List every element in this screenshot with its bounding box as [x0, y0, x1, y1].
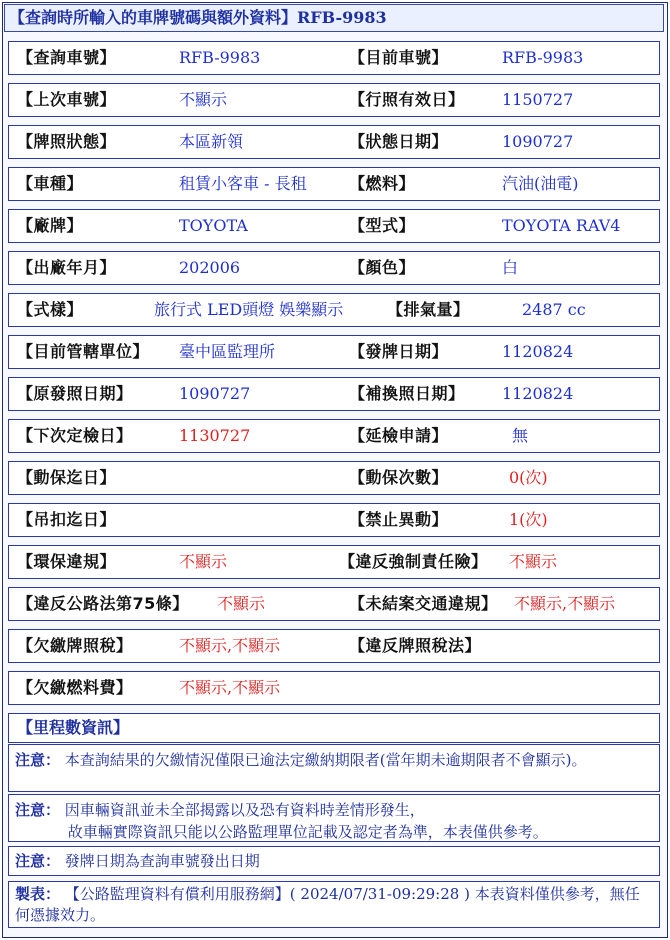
label-model: 【型式】 — [349, 216, 416, 235]
info-row — [8, 251, 660, 285]
value-unpaid-fuel-fee: 不顯示,不顯示 — [179, 678, 281, 697]
info-row — [8, 503, 660, 537]
label-reissue-date: 【補換照日期】 — [349, 384, 465, 403]
label-change-prohibited: 【禁止異動】 — [349, 510, 449, 529]
value-brand: TOYOTA — [179, 216, 248, 235]
value-lien-count: 0(次) — [509, 468, 548, 487]
footer — [8, 881, 660, 928]
info-row — [8, 419, 660, 453]
info-row — [8, 83, 660, 117]
info-row — [8, 629, 660, 663]
label-unpaid-fuel-fee: 【欠繳燃料費】 — [17, 678, 133, 697]
info-row — [8, 335, 660, 369]
label-license-valid-date: 【行照有效日】 — [349, 90, 465, 109]
note-2-line-2: 故車輛實際資訊只能以公路監理單位記載及認定者為準，本表僅供參考。 — [67, 823, 548, 841]
value-jurisdiction: 臺中區監理所 — [179, 342, 276, 361]
value-highway-law-violation: 不顯示 — [217, 594, 266, 613]
label-lien-end-date: 【動保迄日】 — [17, 468, 117, 487]
label-insurance-violation: 【違反強制責任險】 — [339, 552, 488, 571]
value-next-inspection-date: 1130727 — [179, 426, 251, 445]
label-next-inspection-date: 【下次定檢日】 — [17, 426, 133, 445]
query-header — [4, 4, 664, 32]
value-reissue-date: 1120824 — [502, 384, 574, 403]
note-1-prefix: 注意： — [15, 751, 61, 769]
footer-text: 【公路監理資料有償利用服務網】( 2024/07/31-09:29:28 ) 本表資料僅供參考，無任何憑據效力。 — [15, 885, 640, 924]
value-plate-status: 本區新領 — [179, 132, 244, 151]
value-prev-plate: 不顯示 — [179, 90, 228, 109]
label-issue-date: 【發牌日期】 — [349, 342, 449, 361]
query-header-title: 【查詢時所輸入的車牌號碼與額外資料】RFB-9983 — [9, 8, 387, 27]
value-license-valid-date: 1150727 — [502, 90, 574, 109]
info-row — [8, 167, 660, 201]
value-displacement: 2487 cc — [522, 300, 586, 319]
label-jurisdiction: 【目前管轄單位】 — [17, 342, 150, 361]
value-color: 白 — [502, 258, 519, 277]
label-current-plate: 【目前車號】 — [349, 48, 449, 67]
value-lien-end-date — [179, 462, 344, 494]
note-3-prefix: 注意： — [15, 852, 61, 870]
label-original-license-date: 【原發照日期】 — [17, 384, 133, 403]
value-insurance-violation: 不顯示 — [509, 552, 558, 571]
info-row — [8, 461, 660, 495]
label-color: 【顏色】 — [349, 258, 416, 277]
note-3-text: 發牌日期為查詢車號發出日期 — [64, 852, 260, 870]
value-vehicle-type: 租賃小客車 - 長租 — [179, 174, 307, 193]
note-1-text: 本查詢結果的欠繳情況僅限已逾法定繳納期限者(當年期未逾期限者不會顯示)。 — [64, 751, 587, 769]
label-unpaid-license-tax: 【欠繳牌照稅】 — [17, 636, 133, 655]
label-highway-law-violation: 【違反公路法第75條】 — [17, 594, 189, 613]
label-status-date: 【狀態日期】 — [349, 132, 449, 151]
value-empty — [502, 672, 657, 704]
label-empty — [349, 672, 499, 704]
label-inspection-extension: 【延檢申請】 — [349, 426, 449, 445]
label-lien-count: 【動保次數】 — [349, 468, 449, 487]
note-3 — [8, 846, 660, 876]
label-env-violation: 【環保違規】 — [17, 552, 117, 571]
label-fuel: 【燃料】 — [349, 174, 416, 193]
info-row — [8, 125, 660, 159]
info-row — [8, 41, 660, 75]
info-row — [8, 545, 660, 579]
label-query-plate: 【查詢車號】 — [17, 48, 117, 67]
note-2-prefix: 注意： — [15, 801, 61, 819]
value-manufacture-date: 202006 — [179, 258, 241, 277]
note-2-line-1: 因車輛資訊並未全部揭露以及恐有資料時差情形發生， — [64, 801, 425, 819]
mileage-section — [8, 713, 660, 743]
value-license-tax-law-violation — [519, 630, 649, 662]
value-query-plate: RFB-9983 — [179, 48, 261, 67]
label-displacement: 【排氣量】 — [387, 300, 470, 319]
value-unpaid-license-tax: 不顯示,不顯示 — [179, 636, 281, 655]
info-row — [8, 209, 660, 243]
value-current-plate: RFB-9983 — [502, 48, 584, 67]
mileage-section-title: 【里程數資訊】 — [17, 718, 130, 737]
info-row — [8, 377, 660, 411]
note-2 — [8, 794, 660, 842]
label-manufacture-date: 【出廠年月】 — [17, 258, 117, 277]
info-row — [8, 293, 660, 327]
value-open-traffic-violations: 不顯示,不顯示 — [514, 594, 616, 613]
value-suspension-end-date — [179, 504, 344, 536]
label-plate-status: 【牌照狀態】 — [17, 132, 117, 151]
value-env-violation: 不顯示 — [179, 552, 228, 571]
label-brand: 【廠牌】 — [17, 216, 84, 235]
value-status-date: 1090727 — [502, 132, 574, 151]
value-style: 旅行式 LED頭燈 娛樂顯示 — [154, 300, 344, 319]
label-vehicle-type: 【車種】 — [17, 174, 84, 193]
label-style: 【式樣】 — [17, 300, 84, 319]
label-prev-plate: 【上次車號】 — [17, 90, 117, 109]
note-1 — [8, 744, 660, 792]
info-row — [8, 587, 660, 621]
label-open-traffic-violations: 【未結案交通違規】 — [349, 594, 498, 613]
value-issue-date: 1120824 — [502, 342, 574, 361]
value-model: TOYOTA RAV4 — [502, 216, 621, 235]
info-row — [8, 671, 660, 705]
value-inspection-extension: 無 — [512, 426, 529, 445]
value-original-license-date: 1090727 — [179, 384, 251, 403]
label-suspension-end-date: 【吊扣迄日】 — [17, 510, 117, 529]
label-license-tax-law-violation: 【違反牌照稅法】 — [349, 636, 482, 655]
footer-prefix: 製表： — [15, 885, 61, 903]
value-change-prohibited: 1(次) — [509, 510, 548, 529]
value-fuel: 汽油(油電) — [502, 174, 579, 193]
